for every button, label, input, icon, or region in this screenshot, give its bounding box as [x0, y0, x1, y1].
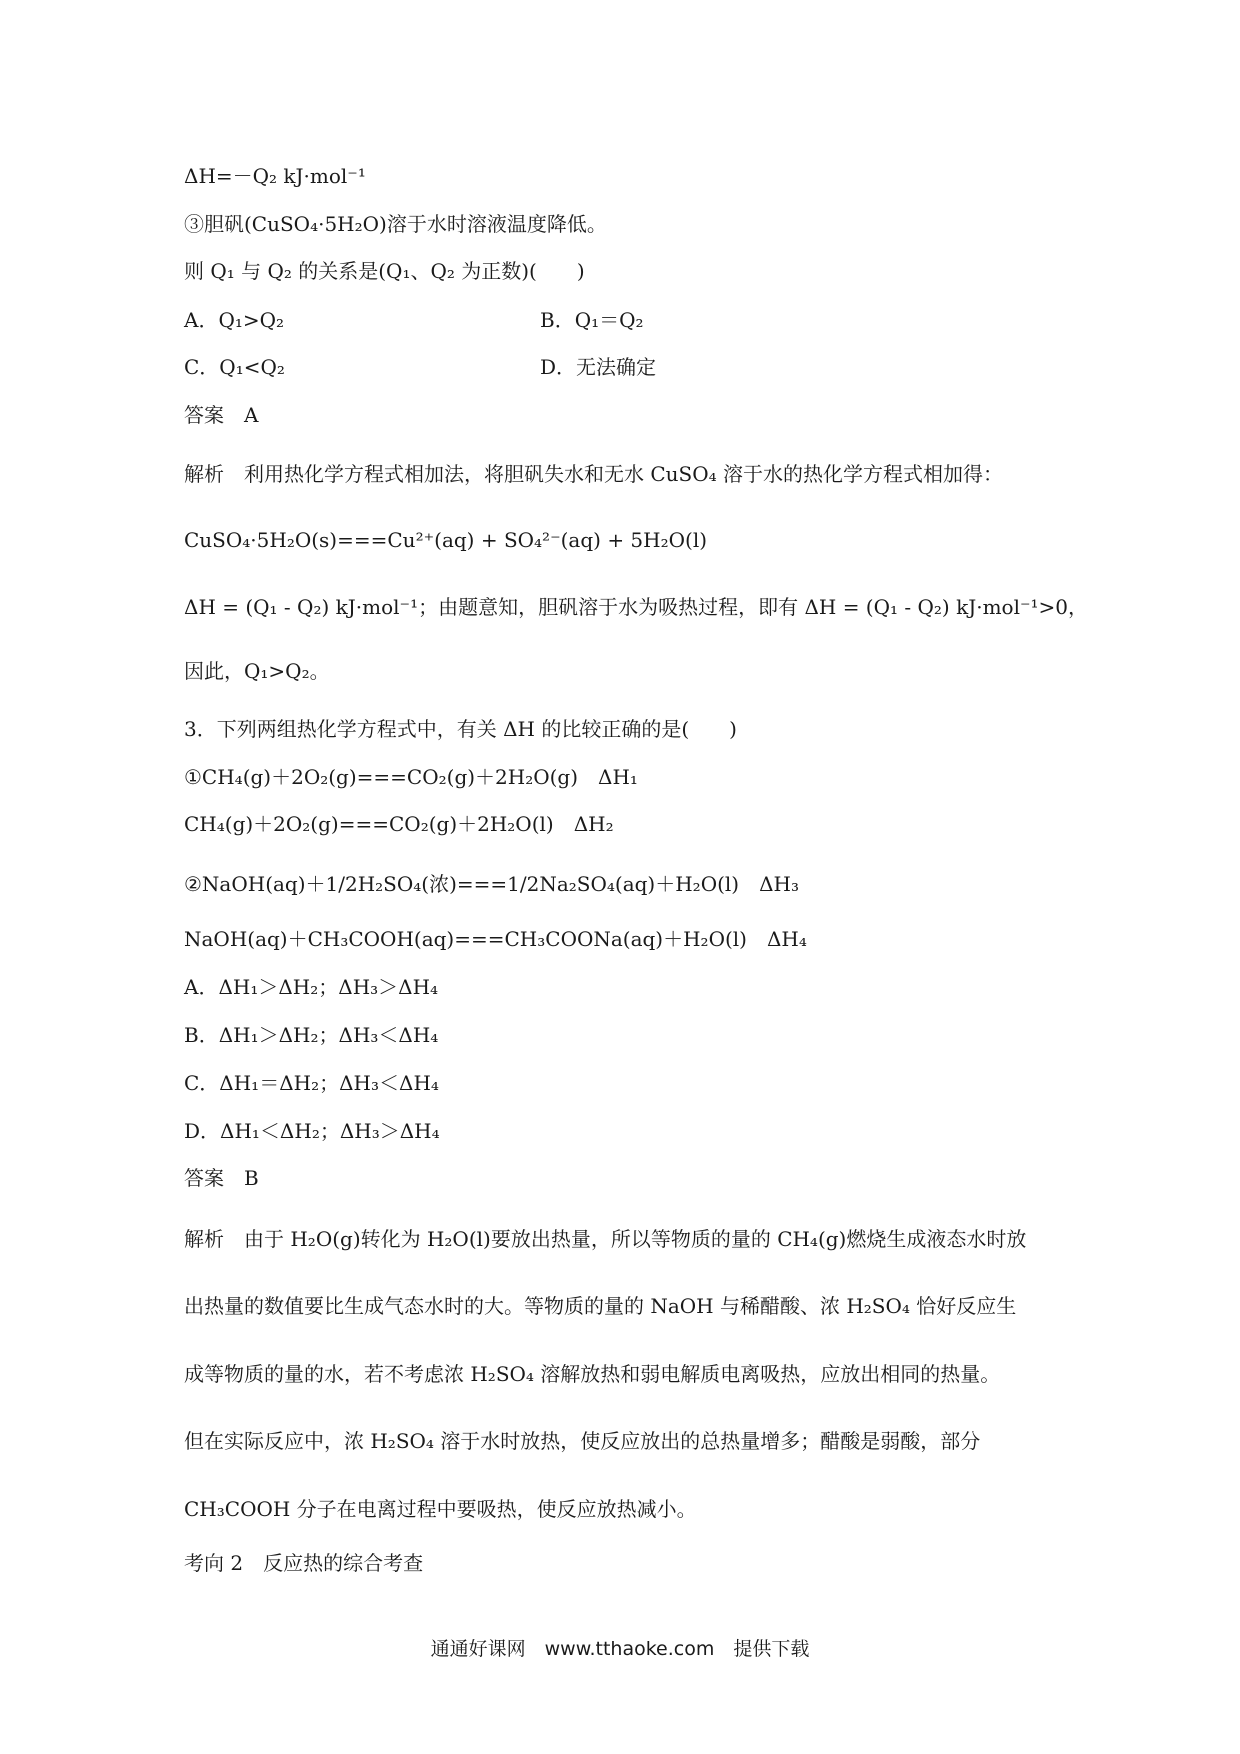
option-d: D．无法确定: [540, 355, 657, 379]
question-stem: 3．下列两组热化学方程式中，有关 ΔH 的比较正确的是( ): [184, 717, 737, 741]
equation-line: ①CH₄(g)＋2O₂(g)===CO₂(g)＋2H₂O(g) ΔH₁: [184, 765, 638, 789]
option-b: B．Q₁＝Q₂: [540, 308, 644, 332]
analysis-text: 因此，Q₁>Q₂。: [184, 659, 330, 683]
analysis-text: ΔH = (Q₁ - Q₂) kJ·mol⁻¹；由题意知，胆矾溶于水为吸热过程，即有 ΔH = (Q₁ - Q₂) kJ·mol⁻¹>0，: [184, 595, 1089, 619]
analysis-text: 解析 由于 H₂O(g)转化为 H₂O(l)要放出热量，所以等物质的量的 CH₄(g)燃烧生成液态水时放: [184, 1227, 1027, 1251]
section-heading: 考向 2 反应热的综合考查: [184, 1551, 424, 1575]
condition-line: ③胆矾(CuSO₄·5H₂O)溶于水时溶液温度降低。: [184, 212, 607, 236]
analysis-text: 解析 利用热化学方程式相加法，将胆矾失水和无水 CuSO₄ 溶于水的热化学方程式相加得：: [184, 462, 1004, 486]
analysis-text: 出热量的数值要比生成气态水时的大。等物质的量的 NaOH 与稀醋酸、浓 H₂SO₄ 恰好反应生: [184, 1294, 1017, 1318]
option-row: [184, 306, 1060, 334]
equation-line: ②NaOH(aq)＋1/2H₂SO₄(浓)===1/2Na₂SO₄(aq)＋H₂O(l) ΔH₃: [184, 872, 799, 896]
answer-label: 答案 A: [184, 403, 259, 427]
option-d: D．ΔH₁＜ΔH₂；ΔH₃＞ΔH₄: [184, 1119, 440, 1143]
equation-line: ΔH=－Q₂ kJ·mol⁻¹: [184, 164, 366, 188]
analysis-text: 但在实际反应中，浓 H₂SO₄ 溶于水时放热，使反应放出的总热量增多；醋酸是弱酸，部分: [184, 1429, 981, 1453]
option-c: C．Q₁<Q₂: [184, 355, 285, 379]
page-footer: 通通好课网 www.tthaoke.com 提供下载: [430, 1638, 810, 1660]
option-c: C．ΔH₁＝ΔH₂；ΔH₃＜ΔH₄: [184, 1071, 439, 1095]
option-a: A．Q₁>Q₂: [184, 308, 285, 332]
equation-line: CH₄(g)＋2O₂(g)===CO₂(g)＋2H₂O(l) ΔH₂: [184, 812, 614, 836]
analysis-text: 成等物质的量的水，若不考虑浓 H₂SO₄ 溶解放热和弱电解质电离吸热，应放出相同的热量。: [184, 1362, 1001, 1386]
analysis-text: CH₃COOH 分子在电离过程中要吸热，使反应放热减小。: [184, 1497, 697, 1521]
option-a: A．ΔH₁＞ΔH₂；ΔH₃＞ΔH₄: [184, 975, 439, 999]
equation-line: NaOH(aq)＋CH₃COOH(aq)===CH₃COONa(aq)＋H₂O(l) ΔH₄: [184, 927, 807, 951]
answer-label: 答案 B: [184, 1166, 259, 1190]
analysis-equation: CuSO₄·5H₂O(s)===Cu²⁺(aq) + SO₄²⁻(aq) + 5H₂O(l): [184, 528, 708, 552]
question-stem: 则 Q₁ 与 Q₂ 的关系是(Q₁、Q₂ 为正数)( ): [184, 259, 585, 283]
option-row: [184, 353, 1060, 381]
option-b: B．ΔH₁＞ΔH₂；ΔH₃＜ΔH₄: [184, 1023, 439, 1047]
